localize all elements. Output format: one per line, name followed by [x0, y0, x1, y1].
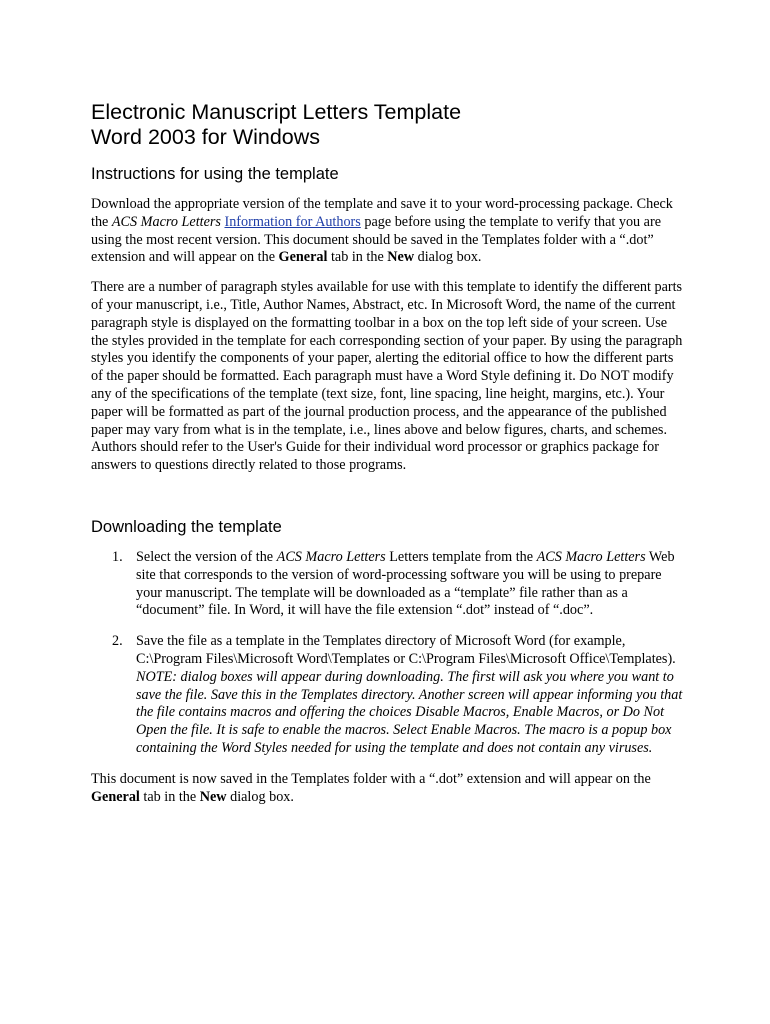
journal-name: ACS Macro Letters: [111, 213, 221, 230]
general-tab-label: General: [91, 788, 140, 805]
new-dialog-label: New: [387, 249, 415, 266]
instructions-heading: Instructions for using the template: [91, 165, 339, 183]
journal-name: ACS Macro Letters: [536, 548, 646, 565]
document-body: [91, 100, 683, 806]
instructions-paragraph-2: There are a number of paragraph styles available for use with this template to identify the different parts of your manuscript, i.e., Title, Author Names, Abstract, etc. In Microsoft Word, the name of the current paragraph style is displayed on the formatting toolbar in a box on the top left side of your screen. Use the styles provided in the template for each corresponding section of your paper. By using the paragraph styles you identify the components of your paper, alerting the editorial office to how the different parts of the paper should be formatted. Each paragraph must have a Word Style defining it. Do NOT modify any of the specifications of the template (text size, font, line spacing, line height, margins, etc.). Your paper will be formatted as part of the journal production process, and the appearance of the published paper may vary from what is in the template, i.e., lines above and below figures, charts, and schemes. Authors should refer to the User's Guide for their individual word processor or graphics package for answers to questions directly related to those programs.: [91, 279, 683, 474]
list-item-number: 2.: [112, 633, 123, 650]
downloading-heading: Downloading the template: [91, 517, 282, 536]
document-title: [91, 100, 683, 150]
new-dialog-label: New: [199, 788, 227, 805]
general-tab-label: General: [278, 249, 328, 266]
download-note: NOTE: dialog boxes will appear during downloading. The first will ask you where you want to save the file. Save this in the Templates directory. Another screen will appear informing you that the file contains macros and offering the choices Disable Macros, Enable Macros, or Do Not Open the file. It is safe to enable the macros. Select Enable Macros. The macro is a popup box containing the Word Styles needed for using the template and does not contain any viruses.: [136, 668, 683, 756]
title-line-2: Word 2003 for Windows: [91, 125, 321, 149]
download-steps-list: [91, 549, 683, 758]
journal-name: ACS Macro Letters: [276, 548, 386, 565]
information-for-authors-link[interactable]: Information for Authors: [224, 213, 361, 230]
closing-paragraph: This document is now saved in the Templates folder with a “.dot” extension and will appear on the General tab in the New dialog box.: [91, 770, 651, 805]
list-item: 1. Select the version of the ACS Macro Letters Letters template from the ACS Macro Letters Web site that corresponds to the version of word-processing software you will be using to prepare your manuscript. The template will be downloaded as a “template” file rather than as a “document” file. In Word, it will have the file extension “.dot” instead of “.doc”.: [112, 548, 675, 619]
list-item-number: 1.: [112, 548, 123, 565]
title-line-1: Electronic Manuscript Letters Template: [91, 100, 462, 124]
list-item: 2. Save the file as a template in the Templates directory of Microsoft Word (for example, C:\Program Files\Microsoft Word\Templates or C:\Program Files\Microsoft Office\Templates). NOTE: dialog boxes will appear during downloading. The first will ask you where you want to save the file. Save this in the Templates directory. Another screen will appear informing you that the file contains macros and offering the choices Disable Macros, Enable Macros, or Do Not Open the file. It is safe to enable the macros. Select Enable Macros. The macro is a popup box containing the Word Styles needed for using the template and does not contain any viruses.: [112, 633, 683, 756]
instructions-paragraph-1: Download the appropriate version of the template and save it to your word-processing package. Check the ACS Macro Letters Information for Authors page before using the template to verify that you are using the most recent version. This document should be saved in the Templates folder with a “.dot” extension and will appear on the General tab in the New dialog box.: [91, 196, 673, 266]
